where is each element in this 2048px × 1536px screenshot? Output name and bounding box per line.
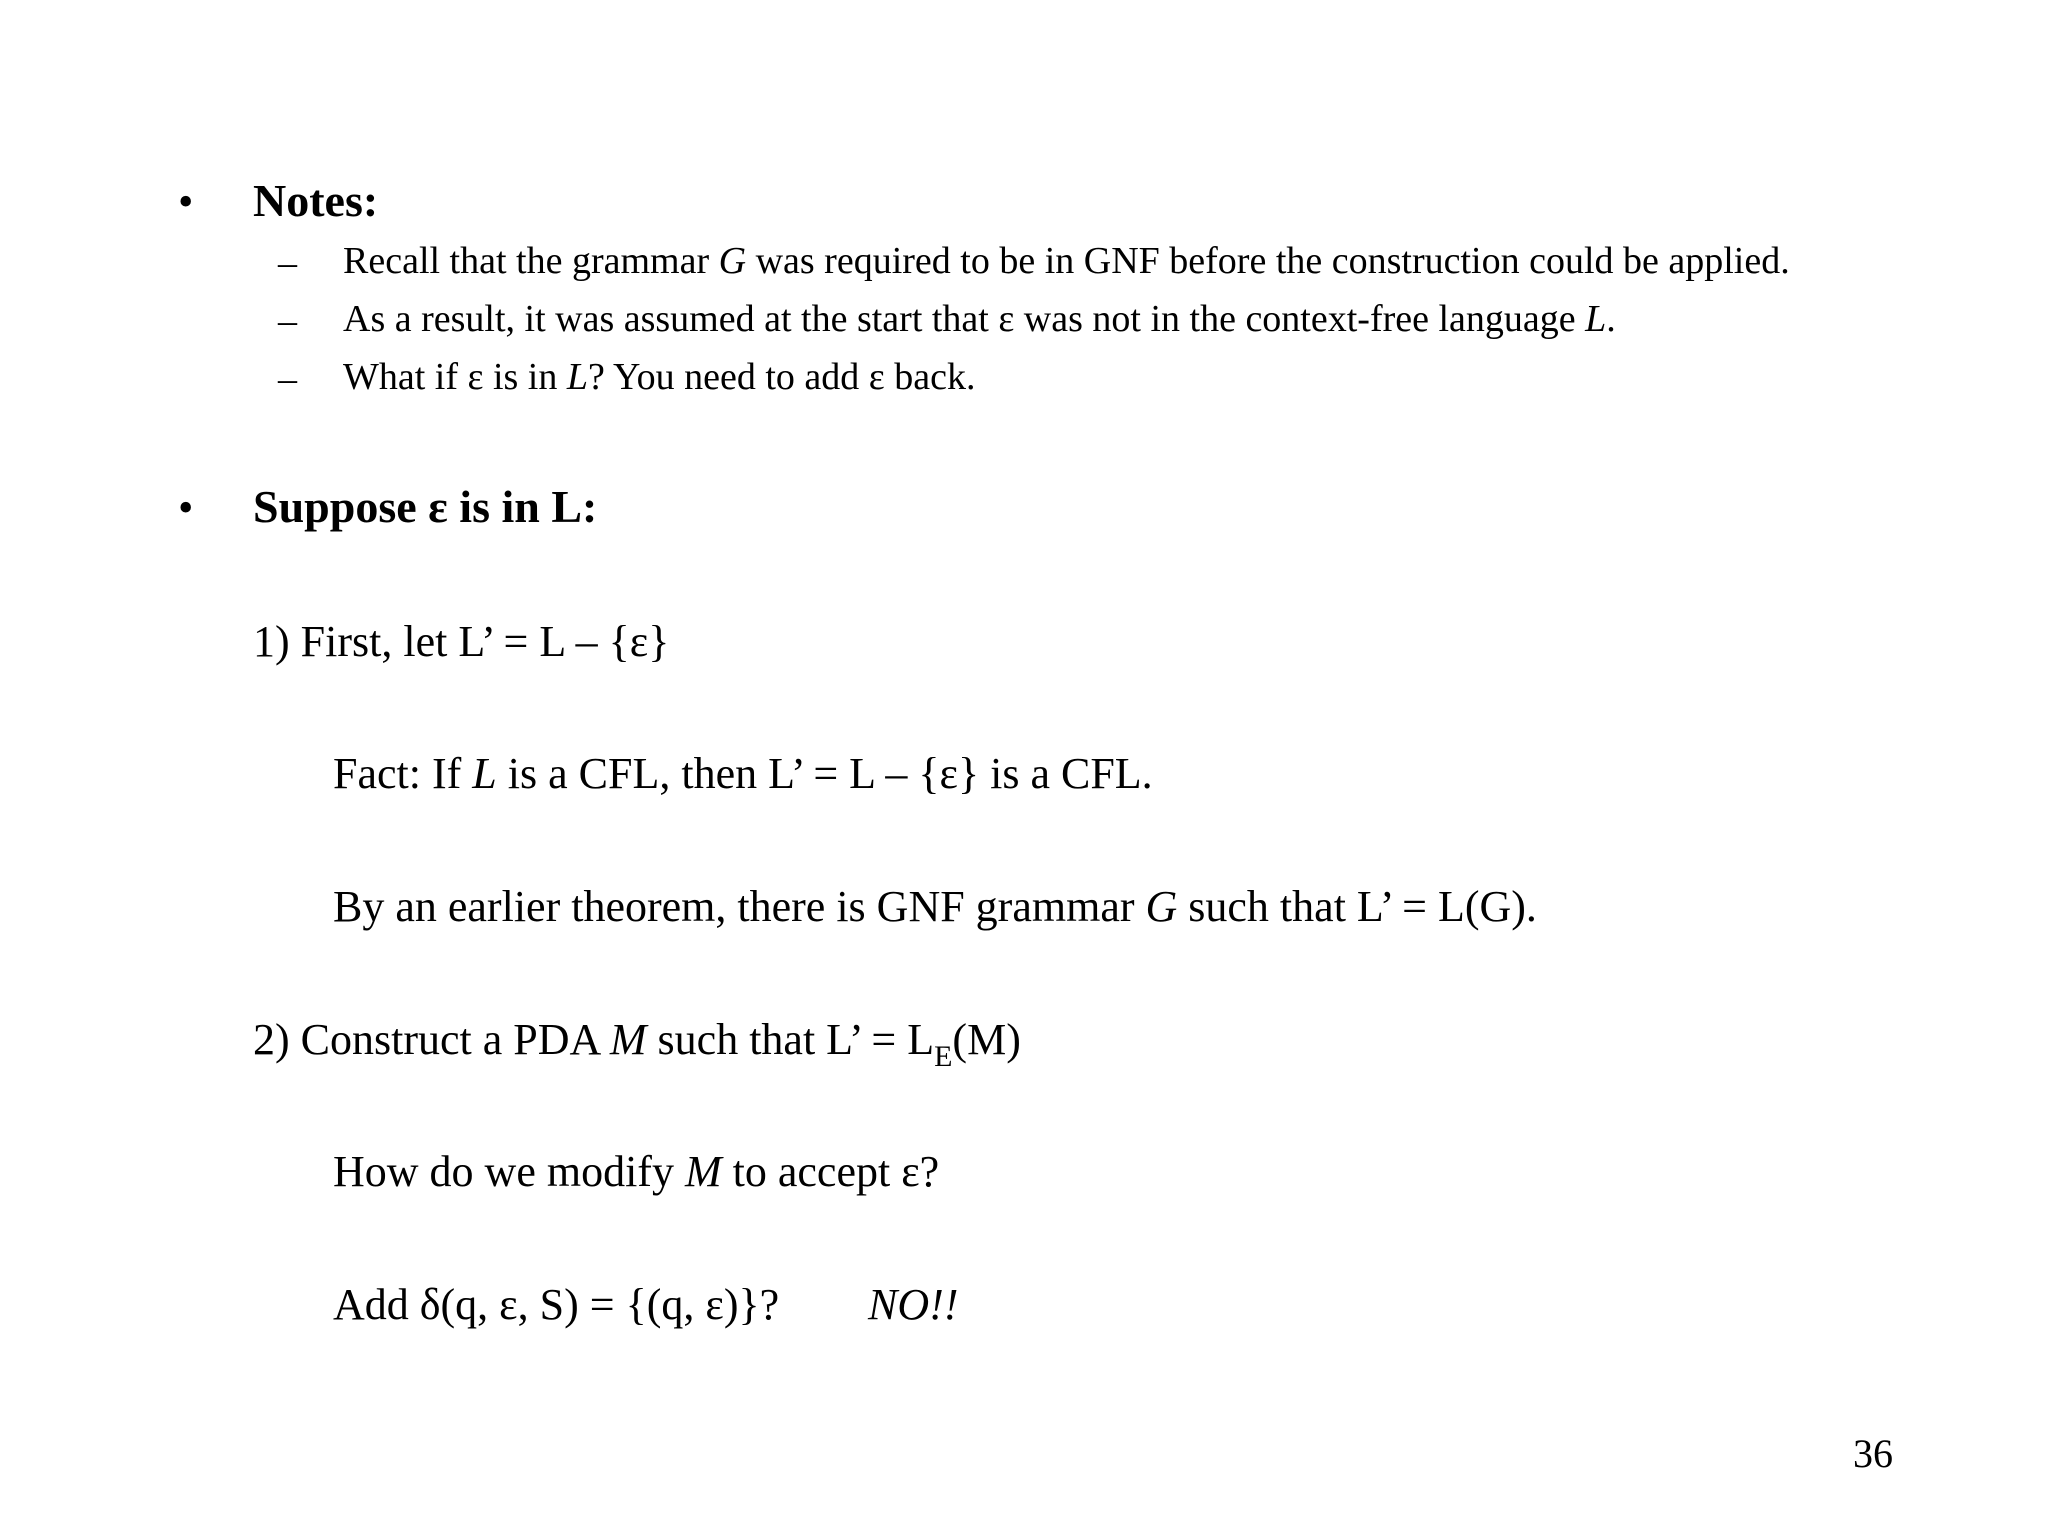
dash-1: – (278, 242, 297, 284)
add-line: Add δ(q, ε, S) = {(q, ε)}? (333, 1280, 780, 1329)
theorem-text-a: By an earlier theorem, there is GNF grammar (333, 882, 1146, 931)
note-2-text-b: . (1606, 298, 1616, 340)
note-3-var: L (566, 356, 589, 398)
note-2-text-a: As a result, it was assumed at the start that ε was not in the context-free language (343, 298, 1586, 340)
fact-line (333, 749, 1153, 798)
note-3-text-a: What if ε is in (343, 356, 567, 398)
note-1-text-a: Recall that the grammar (343, 240, 719, 282)
note-item-1 (343, 242, 1790, 280)
note-1-text-b: was required to be in GNF before the construction could be applied. (746, 240, 1790, 282)
page-number: 36 (1853, 1431, 1893, 1476)
bullet-suppose: • (178, 483, 194, 532)
modify-line (333, 1147, 940, 1196)
add-answer: NO!! (868, 1280, 959, 1329)
step-2-subscript: E (934, 1040, 953, 1073)
step-2-text-a: 2) Construct a PDA (253, 1015, 610, 1064)
suppose-heading: Suppose ε is in L: (253, 481, 598, 532)
modify-text-a: How do we modify (333, 1147, 685, 1196)
modify-text-b: to accept ε? (721, 1147, 940, 1196)
fact-text-b: is a CFL, then L’ = L – {ε} is a CFL. (496, 749, 1153, 798)
step-2-text-b: such that L’ = L (646, 1015, 935, 1064)
bullet-notes: • (178, 177, 194, 226)
note-1-var: G (718, 240, 747, 282)
dash-3: – (278, 358, 297, 400)
step-2-text-c: (M) (952, 1015, 1021, 1064)
note-3-text-b: ? You need to add ε back. (588, 356, 976, 398)
step-1: 1) First, let L’ = L – {ε} (253, 617, 670, 666)
note-item-2 (343, 300, 1616, 338)
fact-text-a: Fact: If (333, 749, 473, 798)
note-item-3 (343, 358, 975, 396)
theorem-var: G (1145, 882, 1178, 931)
note-2-var: L (1585, 298, 1607, 340)
theorem-line (333, 882, 1537, 931)
step-2-var: M (609, 1015, 647, 1064)
fact-var: L (472, 749, 497, 798)
notes-heading: Notes: (253, 175, 379, 226)
step-2 (253, 1015, 1021, 1073)
theorem-text-b: such that L’ = L(G). (1177, 882, 1537, 931)
dash-2: – (278, 300, 297, 342)
modify-var: M (684, 1147, 722, 1196)
